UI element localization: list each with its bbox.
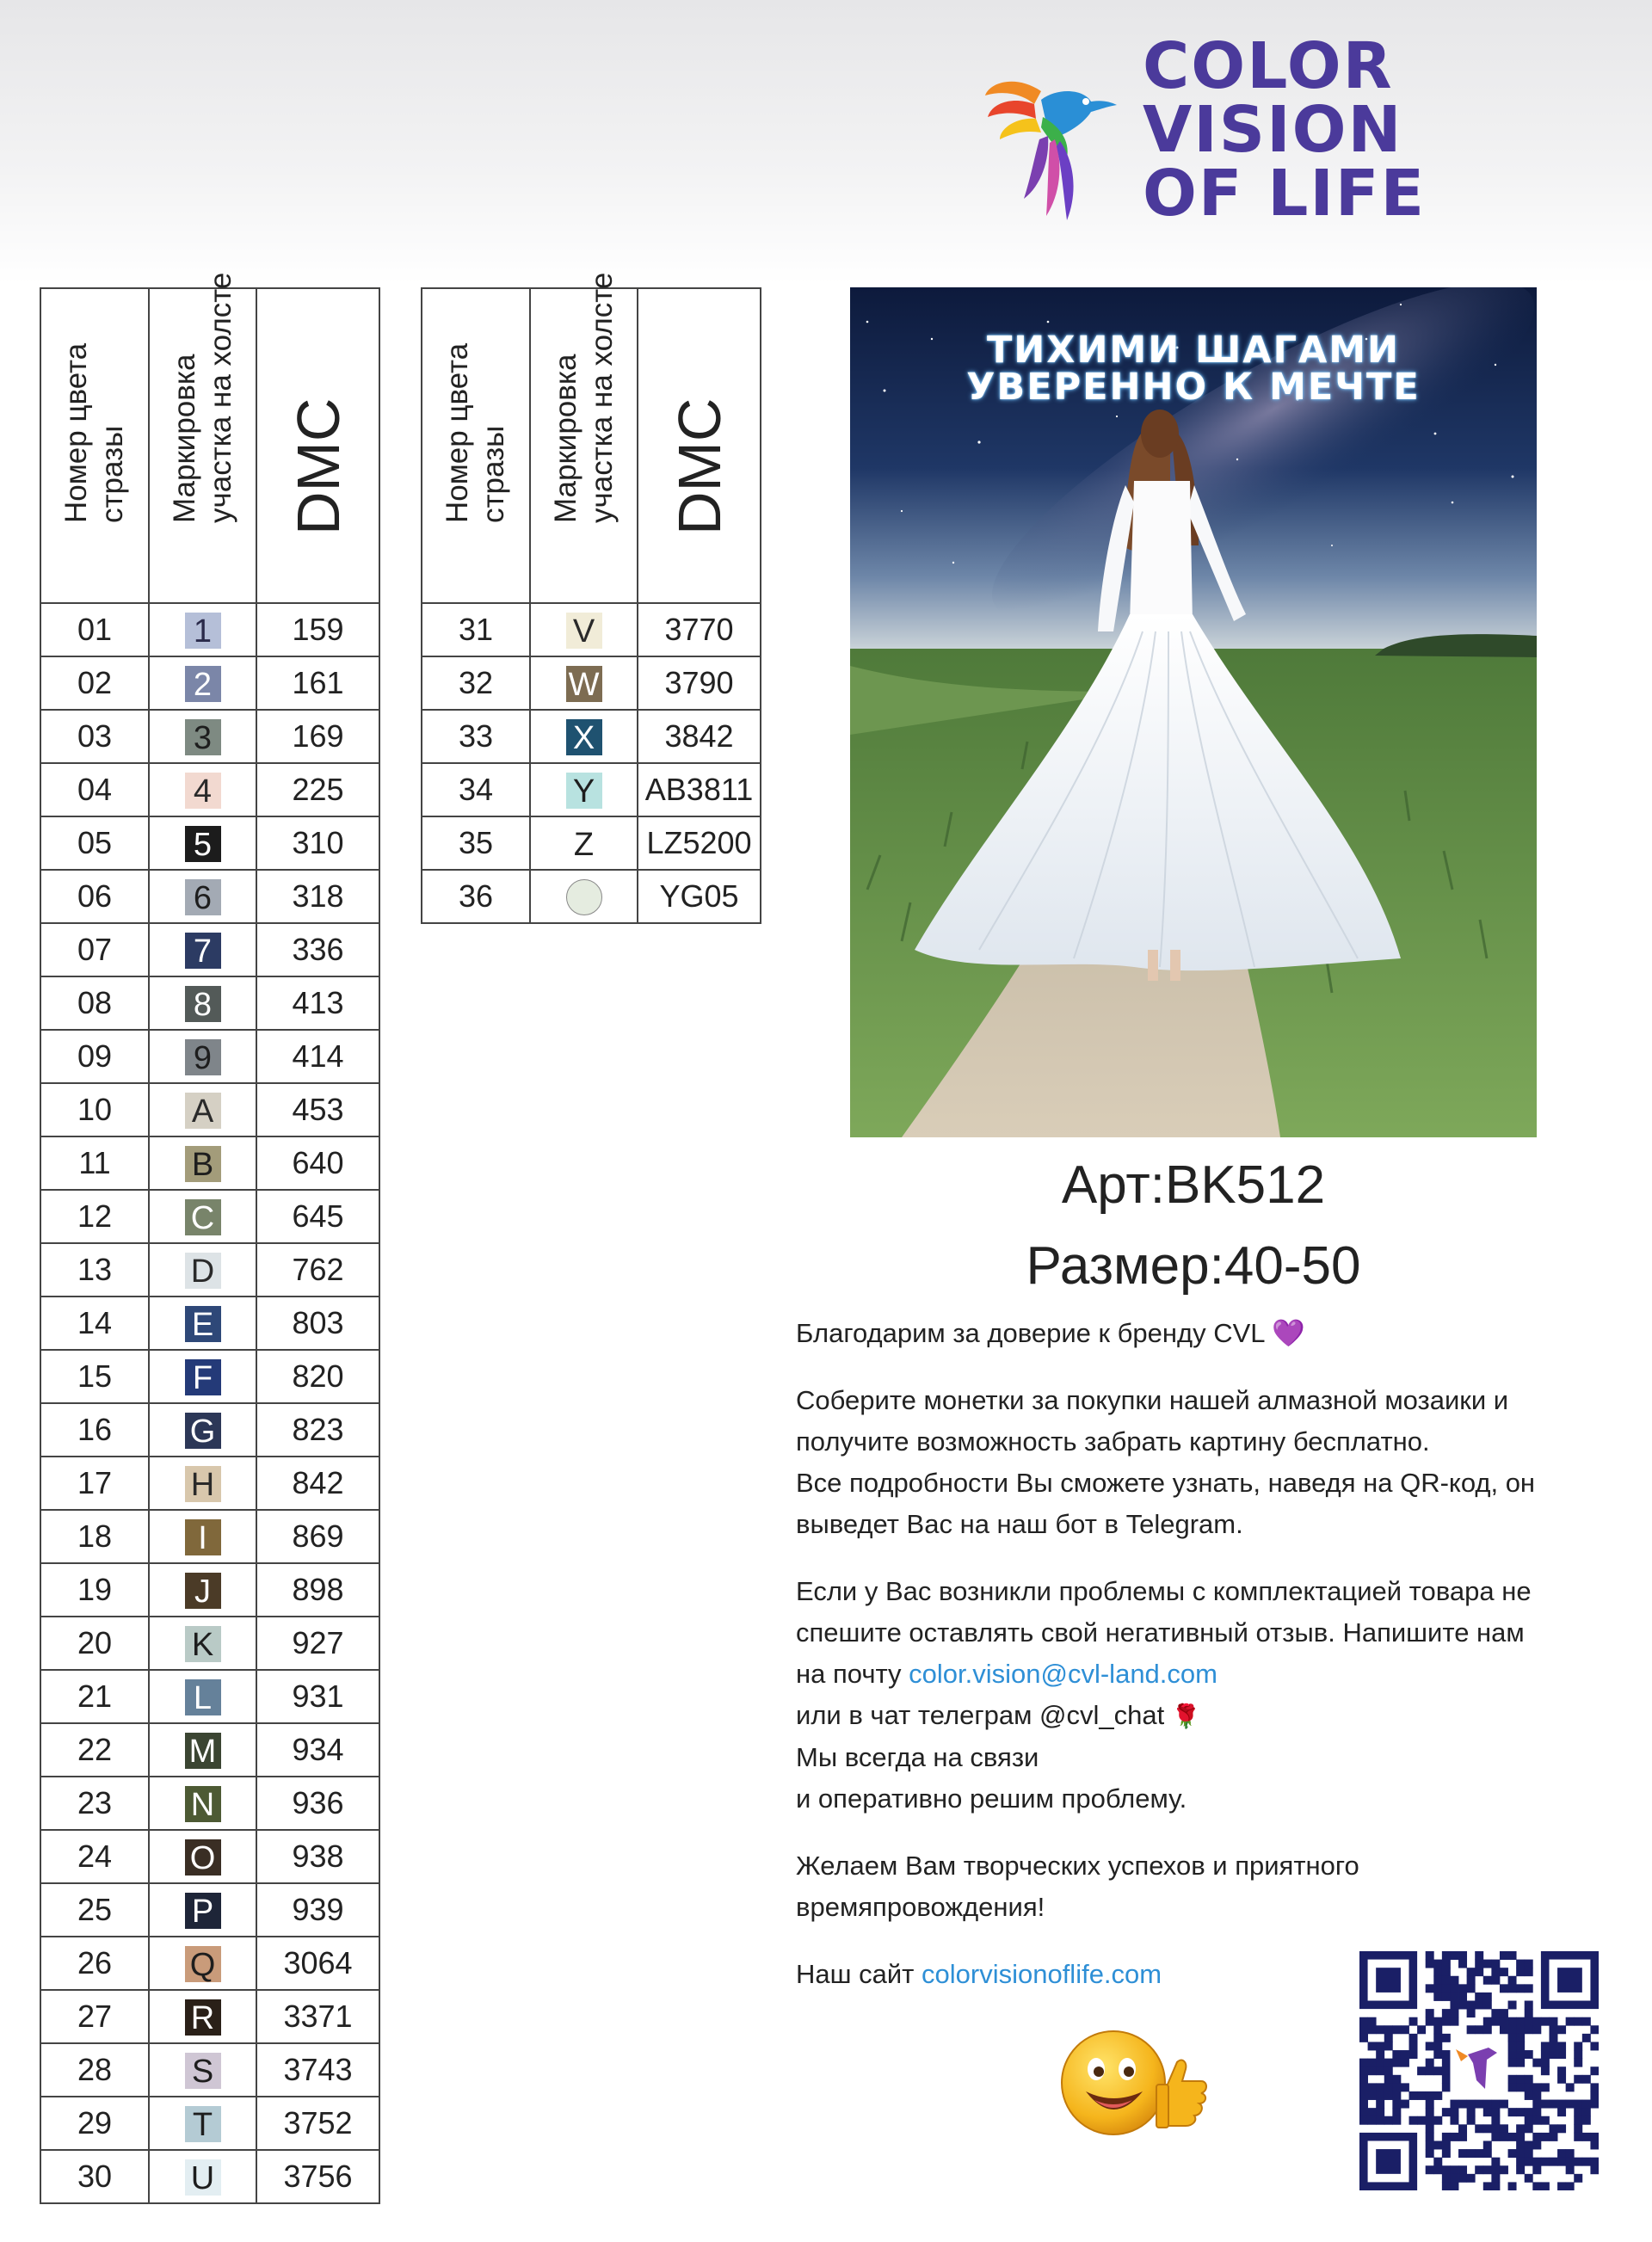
problem-line-1: Если у Вас возникли проблемы с комплектацией товара не — [796, 1576, 1532, 1606]
color-number-cell: 25 — [40, 1883, 149, 1937]
color-swatch: N — [185, 1786, 221, 1822]
color-swatch: 3 — [185, 719, 221, 755]
header-dmc-label: DMC — [284, 397, 352, 535]
dmc-code-cell: 645 — [256, 1190, 379, 1243]
color-number-cell: 30 — [40, 2150, 149, 2203]
table-row — [40, 1243, 379, 1297]
dmc-code-cell: 3752 — [256, 2097, 379, 2150]
dmc-code-cell: 3743 — [256, 2043, 379, 2097]
problem-line-2: спешите оставлять свой негативный отзыв. Напишите нам — [796, 1617, 1525, 1648]
color-swatch: X — [566, 719, 602, 755]
dmc-code-cell: 310 — [256, 816, 379, 870]
table-row — [40, 1403, 379, 1457]
header-number-line-2: стразы — [96, 425, 129, 523]
color-number-cell: 13 — [40, 1243, 149, 1297]
table-row — [40, 1510, 379, 1563]
color-number-cell: 09 — [40, 1030, 149, 1083]
color-number-cell: 19 — [40, 1563, 149, 1617]
color-number-cell: 21 — [40, 1670, 149, 1723]
color-swatch: T — [185, 2106, 221, 2142]
color-number-cell: 24 — [40, 1830, 149, 1883]
canvas-marking-cell — [149, 2150, 256, 2203]
table-row — [40, 816, 379, 870]
dmc-code-cell: 938 — [256, 1830, 379, 1883]
qr-code-icon — [1359, 1951, 1599, 2190]
header-color-number — [40, 288, 149, 603]
color-number-cell: 06 — [40, 870, 149, 923]
canvas-marking-cell — [149, 1670, 256, 1723]
color-number-cell: 04 — [40, 763, 149, 816]
canvas-marking-cell — [530, 870, 638, 923]
table-row — [40, 1136, 379, 1190]
color-number-cell: 08 — [40, 976, 149, 1030]
dmc-code-cell: 803 — [256, 1297, 379, 1350]
color-number-cell: 17 — [40, 1457, 149, 1510]
dmc-code-cell: AB3811 — [638, 763, 761, 816]
color-swatch: 6 — [185, 879, 221, 915]
header-marking-line-1: Маркировка — [167, 354, 201, 523]
color-swatch: K — [185, 1626, 221, 1662]
dmc-code-cell: 869 — [256, 1510, 379, 1563]
table-row — [40, 1083, 379, 1136]
table-row — [422, 816, 761, 870]
color-swatch: J — [185, 1573, 221, 1609]
color-swatch: R — [185, 1999, 221, 2036]
table-row — [40, 603, 379, 656]
header-dmc — [256, 288, 379, 603]
table-row — [40, 1297, 379, 1350]
color-swatch: Q — [185, 1946, 221, 1982]
dmc-code-cell: 3371 — [256, 1990, 379, 2043]
thanks-label: Благодарим за доверие к бренду CVL — [796, 1318, 1265, 1348]
dmc-code-cell: 939 — [256, 1883, 379, 1937]
dmc-code-cell: 3064 — [256, 1937, 379, 1990]
header-marking-line-1: Маркировка — [548, 354, 583, 523]
table-row — [40, 656, 379, 710]
product-poster-image — [850, 287, 1537, 1137]
color-number-cell: 05 — [40, 816, 149, 870]
canvas-marking-cell — [149, 1937, 256, 1990]
dmc-code-cell: 3790 — [638, 656, 761, 710]
color-number-cell: 20 — [40, 1617, 149, 1670]
canvas-marking-cell — [530, 603, 638, 656]
canvas-marking-cell — [530, 763, 638, 816]
canvas-marking-cell — [149, 1190, 256, 1243]
article-number: Арт:BK512 — [1061, 1155, 1326, 1215]
thanks-text — [796, 1313, 1622, 1354]
email-prefix: на почту — [796, 1659, 902, 1689]
dmc-code-cell: 898 — [256, 1563, 379, 1617]
product-size: Размер:40-50 — [1026, 1236, 1361, 1296]
dmc-code-cell: 453 — [256, 1083, 379, 1136]
table-row — [40, 2043, 379, 2097]
canvas-marking-cell — [149, 1350, 256, 1403]
canvas-marking-cell — [149, 816, 256, 870]
canvas-marking-cell — [149, 1136, 256, 1190]
canvas-marking-cell — [149, 1563, 256, 1617]
canvas-marking-cell — [149, 1510, 256, 1563]
color-swatch: V — [566, 613, 602, 649]
canvas-marking-cell — [149, 1723, 256, 1777]
color-swatch: L — [185, 1679, 221, 1715]
table-row — [40, 1723, 379, 1777]
canvas-marking-cell — [149, 1403, 256, 1457]
color-swatch: G — [185, 1413, 221, 1449]
coins-line-1: Соберите монетки за покупки нашей алмазной мозаики и — [796, 1385, 1509, 1415]
header-number-line-2: стразы — [477, 425, 510, 523]
hummingbird-logo-icon — [981, 57, 1119, 229]
dmc-code-cell: 159 — [256, 603, 379, 656]
color-swatch: U — [185, 2159, 221, 2196]
table-row — [40, 1883, 379, 1937]
canvas-marking-cell — [149, 923, 256, 976]
dmc-code-cell: 934 — [256, 1723, 379, 1777]
coins-line-4: выведет Вас на наш бот в Telegram. — [796, 1509, 1243, 1539]
dmc-code-cell: 413 — [256, 976, 379, 1030]
dmc-code-cell: YG05 — [638, 870, 761, 923]
poster-title-line-2: УВЕРЕННО К МЕЧТЕ — [966, 366, 1421, 409]
color-swatch: I — [185, 1519, 221, 1555]
color-number-cell: 32 — [422, 656, 530, 710]
site-prefix: Наш сайт — [796, 1959, 915, 1989]
canvas-marking-cell — [149, 1243, 256, 1297]
problem-line-6: и оперативно решим проблему. — [796, 1783, 1187, 1814]
color-number-cell: 02 — [40, 656, 149, 710]
support-email-link[interactable]: color.vision@cvl-land.com — [909, 1659, 1217, 1689]
dmc-code-cell: 3842 — [638, 710, 761, 763]
color-swatch: 2 — [185, 666, 221, 702]
dmc-code-cell: 3770 — [638, 603, 761, 656]
brand-name-line-2: VISION — [1143, 93, 1403, 167]
color-number-cell: 11 — [40, 1136, 149, 1190]
canvas-marking-cell — [149, 1883, 256, 1937]
color-number-cell: 07 — [40, 923, 149, 976]
canvas-marking-cell — [149, 1030, 256, 1083]
canvas-marking-cell — [149, 1083, 256, 1136]
header-number-line-1: Номер цвета — [59, 342, 93, 523]
table-row — [40, 2150, 379, 2203]
header-canvas-marking — [149, 272, 256, 603]
brand-logo — [981, 31, 1428, 229]
color-swatch: W — [566, 666, 602, 702]
table-row — [40, 2097, 379, 2150]
table-row — [40, 1670, 379, 1723]
dmc-code-cell: 161 — [256, 656, 379, 710]
color-number-cell: 31 — [422, 603, 530, 656]
color-swatch: F — [185, 1359, 221, 1395]
dmc-code-cell: 762 — [256, 1243, 379, 1297]
table-row — [422, 603, 761, 656]
color-swatch: A — [185, 1093, 221, 1129]
color-number-cell: 28 — [40, 2043, 149, 2097]
canvas-marking-cell — [149, 1777, 256, 1830]
canvas-marking-cell — [149, 1617, 256, 1670]
poster-illustration — [850, 287, 1537, 1137]
color-number-cell: 18 — [40, 1510, 149, 1563]
color-swatch: H — [185, 1466, 221, 1502]
table-row — [40, 1190, 379, 1243]
canvas-marking-cell — [149, 1457, 256, 1510]
table-row — [422, 763, 761, 816]
dmc-code-cell: 823 — [256, 1403, 379, 1457]
table-row — [40, 1617, 379, 1670]
table-row — [40, 1350, 379, 1403]
header-color-number — [422, 288, 530, 603]
table-row — [40, 1830, 379, 1883]
table-row — [40, 976, 379, 1030]
table-row — [40, 1563, 379, 1617]
dmc-code-cell: 3756 — [256, 2150, 379, 2203]
canvas-marking-cell — [149, 2097, 256, 2150]
table-row — [422, 656, 761, 710]
problem-chat-line — [796, 1695, 1622, 1737]
color-swatch: S — [185, 2053, 221, 2089]
color-swatch: B — [185, 1146, 221, 1182]
table-row — [40, 1990, 379, 2043]
header-marking-line-2: участка на холсте — [584, 272, 619, 523]
color-swatch: 8 — [185, 986, 221, 1022]
color-swatch: M — [185, 1733, 221, 1769]
canvas-marking-cell — [149, 976, 256, 1030]
color-swatch: 4 — [185, 773, 221, 809]
dmc-code-cell: 842 — [256, 1457, 379, 1510]
table-row — [40, 1030, 379, 1083]
canvas-marking-cell — [149, 1830, 256, 1883]
canvas-marking-cell — [149, 603, 256, 656]
problem-line-5: Мы всегда на связи — [796, 1742, 1039, 1772]
canvas-marking-cell — [149, 656, 256, 710]
chat-text: или в чат телеграм @cvl_chat — [796, 1700, 1165, 1730]
header-number-line-1: Номер цвета — [441, 342, 474, 523]
table-row — [422, 870, 761, 923]
color-number-cell: 10 — [40, 1083, 149, 1136]
canvas-marking-cell — [149, 870, 256, 923]
dmc-code-cell: 936 — [256, 1777, 379, 1830]
poster-title — [850, 329, 1537, 409]
poster-title-line-1: ТИХИМИ ШАГАМИ — [986, 329, 1401, 372]
color-swatch: E — [185, 1306, 221, 1342]
table-row — [40, 923, 379, 976]
dmc-code-cell: 820 — [256, 1350, 379, 1403]
table-row — [40, 710, 379, 763]
wish-line-2: времяпровождения! — [796, 1892, 1045, 1922]
table-row — [40, 1777, 379, 1830]
color-number-cell: 14 — [40, 1297, 149, 1350]
canvas-marking-cell — [530, 816, 638, 870]
brand-name-line-3: OF LIFE — [1143, 157, 1427, 231]
dmc-code-cell: 225 — [256, 763, 379, 816]
header-marking-line-2: участка на холсте — [203, 272, 237, 523]
color-swatch: D — [185, 1253, 221, 1289]
color-swatch: Z — [566, 826, 602, 862]
color-swatch: 7 — [185, 933, 221, 969]
color-swatch: O — [185, 1839, 221, 1876]
color-swatch: C — [185, 1199, 221, 1235]
info-text-block — [796, 1313, 1622, 1995]
color-number-cell: 15 — [40, 1350, 149, 1403]
website-link[interactable]: colorvisionoflife.com — [922, 1959, 1162, 1989]
color-legend-table-right — [421, 272, 761, 924]
canvas-marking-cell — [149, 2043, 256, 2097]
color-number-cell: 27 — [40, 1990, 149, 2043]
header-dmc-label: DMC — [665, 397, 733, 535]
table-row — [40, 1457, 379, 1510]
dmc-code-cell: 931 — [256, 1670, 379, 1723]
dmc-code-cell: 336 — [256, 923, 379, 976]
coins-line-3: Все подробности Вы сможете узнать, наведя на QR-код, он — [796, 1468, 1536, 1498]
color-number-cell: 12 — [40, 1190, 149, 1243]
header-dmc — [638, 288, 761, 603]
color-number-cell: 35 — [422, 816, 530, 870]
header-canvas-marking — [530, 272, 638, 603]
color-legend-table-left — [40, 272, 380, 2204]
color-number-cell: 26 — [40, 1937, 149, 1990]
color-number-cell: 01 — [40, 603, 149, 656]
color-number-cell: 36 — [422, 870, 530, 923]
color-number-cell: 22 — [40, 1723, 149, 1777]
problem-email-line — [796, 1654, 1622, 1695]
coins-line-2: получите возможность забрать картину бесплатно. — [796, 1426, 1430, 1457]
color-swatch: P — [185, 1893, 221, 1929]
dmc-code-cell: 927 — [256, 1617, 379, 1670]
dmc-code-cell: 318 — [256, 870, 379, 923]
color-swatch: 9 — [185, 1039, 221, 1075]
dmc-code-cell: 169 — [256, 710, 379, 763]
wish-line-1: Желаем Вам творческих успехов и приятного — [796, 1851, 1359, 1881]
color-swatch: 5 — [185, 826, 221, 862]
color-number-cell: 29 — [40, 2097, 149, 2150]
canvas-marking-cell — [530, 656, 638, 710]
table-row — [40, 1937, 379, 1990]
color-number-cell: 03 — [40, 710, 149, 763]
brand-name-line-1: COLOR — [1143, 29, 1394, 103]
rose-icon: 🌹 — [1171, 1703, 1201, 1729]
table-row — [422, 710, 761, 763]
color-number-cell: 34 — [422, 763, 530, 816]
purple-heart-icon: 💜 — [1272, 1318, 1305, 1348]
table-row — [40, 870, 379, 923]
canvas-marking-cell — [530, 710, 638, 763]
color-number-cell: 16 — [40, 1403, 149, 1457]
dmc-code-cell: LZ5200 — [638, 816, 761, 870]
color-swatch: Y — [566, 773, 602, 809]
canvas-marking-cell — [149, 1990, 256, 2043]
color-number-cell: 23 — [40, 1777, 149, 1830]
color-swatch: 1 — [185, 613, 221, 649]
thumbs-up-smiley-icon — [1057, 2026, 1211, 2142]
color-number-cell: 33 — [422, 710, 530, 763]
canvas-marking-cell — [149, 710, 256, 763]
canvas-marking-cell — [149, 763, 256, 816]
color-swatch — [566, 879, 602, 915]
canvas-marking-cell — [149, 1297, 256, 1350]
dmc-code-cell: 414 — [256, 1030, 379, 1083]
dmc-code-cell: 640 — [256, 1136, 379, 1190]
table-row — [40, 763, 379, 816]
